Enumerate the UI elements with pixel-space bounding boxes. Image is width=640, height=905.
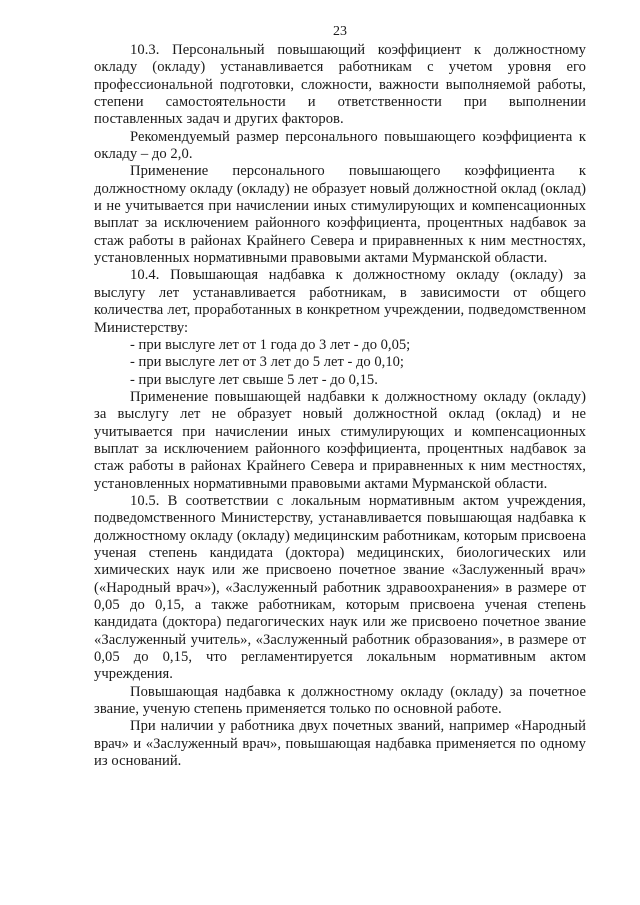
paragraph-allowance-application: Применение повышающей надбавки к должностному окладу (окладу) за выслугу лет не образует новый должностной оклад (оклад) и не учитывается при начислении иных стимулирующих и компенсационных выплат за исключением районного коэффициента, процентных надбавок за стаж работы в районах Крайнего Севера и приравненных к ним местностях, установленных нормативными правовыми актами Мурманской области. [94, 388, 586, 492]
paragraph-main-work-only: Повышающая надбавка к должностному окладу (окладу) за почетное звание, ученую степень применяется только по основной работе. [94, 683, 586, 718]
list-item: - при выслуге лет свыше 5 лет - до 0,15. [130, 371, 378, 388]
paragraph-two-titles: При наличии у работника двух почетных званий, например «Народный врач» и «Заслуженный врач», повышающая надбавка применяется по одному из оснований. [94, 718, 586, 770]
paragraph-coefficient-application: Применение персонального повышающего коэффициента к должностному окладу (окладу) не образует новый должностной оклад (оклад) и не учитывается при начислении иных стимулирующих и компенсационных выплат за исключением районного коэффициента, процентных надбавок за стаж работы в районах Крайнего Севера и приравненных к ним местностях, установленных нормативными правовыми актами Мурманской области. [94, 163, 586, 267]
page-number: 23 [333, 24, 347, 39]
paragraph-recommended-size: Рекомендуемый размер персонального повышающего коэффициента к окладу – до 2,0. [94, 128, 586, 163]
paragraph-10-4: 10.4. Повышающая надбавка к должностному окладу (окладу) за выслугу лет устанавливается работникам, в зависимости от общего количества лет, проработанных в конкретном учреждении, подведомственном Министерству: [94, 267, 586, 336]
list-item: - при выслуге лет от 3 лет до 5 лет - до 0,10; [130, 354, 404, 371]
paragraph-10-5: 10.5. В соответствии с локальным нормативным актом учреждения, подведомственного Министерству, устанавливается повышающая надбавка к должностному окладу (окладу) медицинским работникам, которым присвоена ученая степень кандидата (доктора) медицинских, биологических или химических наук или же присвоено почетное звание «Заслуженный врач» («Народный врач»), «Заслуженный работник здравоохранения» в размере от 0,05 до 0,15, а также работникам, которым присвоена ученая степень кандидата (доктора) педагогических наук или же присвоено почетное звание «Заслуженный учитель», «Заслуженный работник образования», в размере от 0,05 до 0,15, что регламентируется локальным нормативным актом учреждения. [94, 492, 586, 683]
paragraph-10-3: 10.3. Персональный повышающий коэффициент к должностному окладу (окладу) устанавливается работникам с учетом уровня его профессиональной подготовки, сложности, важности выполняемой работы, степени самостоятельности и ответственности при выполнении поставленных задач и других факторов. [94, 42, 586, 128]
list-item: - при выслуге лет от 1 года до 3 лет - до 0,05; [130, 336, 411, 353]
